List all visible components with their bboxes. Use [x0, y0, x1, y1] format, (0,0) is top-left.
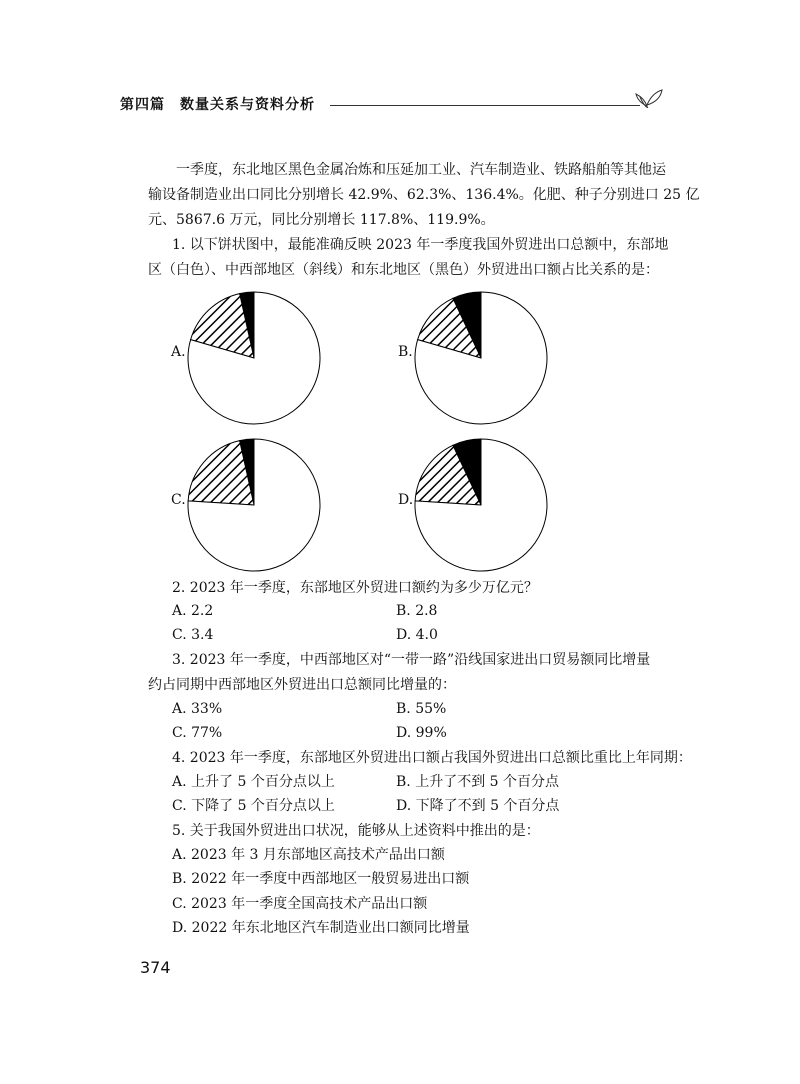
q2-option-d: D. 4.0: [396, 627, 438, 643]
pie-chart-d: [413, 437, 549, 573]
q1-option-a-label: A.: [171, 344, 186, 360]
q3-option-d: D. 99%: [396, 725, 447, 741]
q3-option-a: A. 33%: [172, 701, 223, 717]
q3-option-b: B. 55%: [396, 701, 447, 717]
intro-line: 一季度，东北地区黑色金属冶炼和压延加工业、汽车制造业、铁路船舶等其他运: [176, 162, 666, 178]
q2-stem: 2. 2023 年一季度，东部地区外贸进口额约为多少万亿元？: [172, 580, 538, 596]
header-rule: [330, 105, 640, 106]
q3-option-c: C. 77%: [172, 725, 223, 741]
q3-stem-line: 约占同期中西部地区外贸进出口总额同比增量的：: [148, 677, 456, 693]
q5-option-d: D. 2022 年东北地区汽车制造业出口额同比增量: [172, 920, 470, 936]
page-number: 374: [140, 958, 171, 977]
intro-line: 元、5867.6 万元，同比分别增长 117.8%、119.9%。: [148, 212, 495, 228]
q1-option-d-label: D.: [398, 492, 414, 508]
q5-option-c: C. 2023 年一季度全国高技术产品出口额: [172, 896, 428, 912]
header-title: 第四篇 数量关系与资料分析: [120, 97, 315, 113]
intro-line: 输设备制造业出口同比分别增长 42.9%、62.3%、136.4%。化肥、种子分别进口 25 亿: [148, 187, 700, 203]
q3-stem-line: 3. 2023 年一季度，中西部地区对“一带一路”沿线国家进出口贸易额同比增量: [172, 652, 651, 668]
q1-option-b-label: B.: [398, 344, 413, 360]
q5-stem: 5. 关于我国外贸进出口状况，能够从上述资料中推出的是：: [172, 823, 540, 839]
q1-option-c-label: C.: [171, 492, 186, 508]
q1-stem-line: 区（白色）、中西部地区（斜线）和东北地区（黑色）外贸进出口额占比关系的是：: [148, 262, 659, 278]
pie-chart-a: [186, 290, 322, 426]
q1-stem-line: 1. 以下饼状图中，最能准确反映 2023 年一季度我国外贸进出口总额中，东部地: [172, 237, 669, 253]
q4-option-c: C. 下降了 5 个百分点以上: [172, 798, 335, 814]
q2-option-a: A. 2.2: [172, 603, 214, 619]
sprout-icon: [634, 84, 664, 108]
q2-option-b: B. 2.8: [396, 603, 438, 619]
q4-option-b: B. 上升了不到 5 个百分点: [396, 774, 559, 790]
pie-chart-b: [413, 290, 549, 426]
q4-option-a: A. 上升了 5 个百分点以上: [172, 774, 335, 790]
q4-option-d: D. 下降了不到 5 个百分点: [396, 798, 560, 814]
q5-option-b: B. 2022 年一季度中西部地区一般贸易进出口额: [172, 871, 470, 887]
q4-stem: 4. 2023 年一季度，东部地区外贸进出口额占我国外贸进出口总额比重比上年同期：: [172, 750, 692, 766]
pie-chart-c: [186, 437, 322, 573]
q5-option-a: A. 2023 年 3 月东部地区高技术产品出口额: [172, 847, 445, 863]
running-header: [120, 92, 670, 120]
q2-option-c: C. 3.4: [172, 627, 214, 643]
